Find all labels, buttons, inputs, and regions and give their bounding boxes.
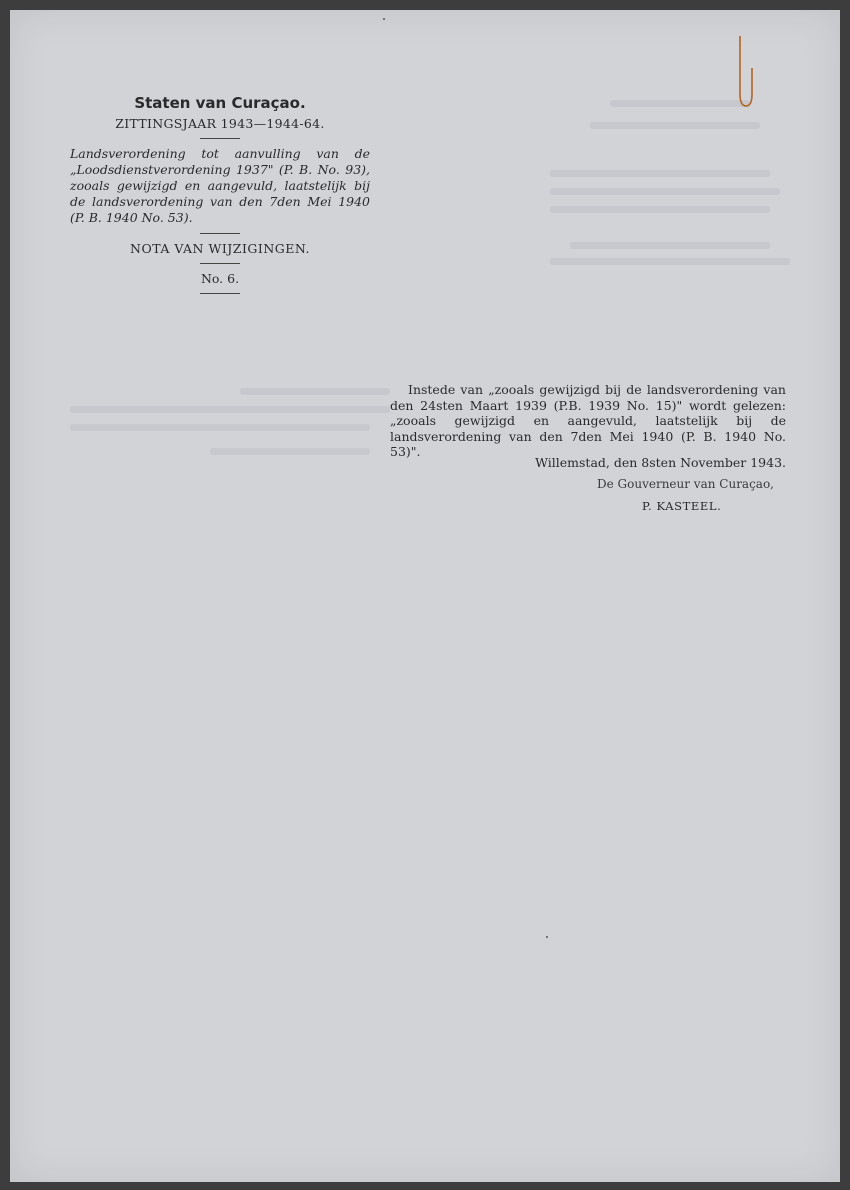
governor-title: De Gouverneur van Curaçao, bbox=[597, 477, 774, 491]
ordinance-subject: Landsverordening tot aanvulling van de „Loodsdienstverordening 1937" (P. B. No. 93), zooals gewijzigd en aangevuld, laatstelijk bij de landsverordening van den 7den Mei 1940 (P. B. 1940 No. 53). bbox=[70, 146, 370, 225]
show-through-line bbox=[550, 188, 780, 195]
document-header bbox=[70, 94, 370, 301]
show-through-line bbox=[570, 242, 770, 249]
show-through-line bbox=[70, 406, 390, 413]
document-title: Staten van Curaçao. bbox=[134, 94, 306, 112]
nota-heading: NOTA VAN WIJZIGINGEN. bbox=[130, 241, 310, 256]
divider bbox=[200, 293, 240, 294]
document-page bbox=[10, 10, 840, 1182]
place-date: Willemstad, den 8sten November 1943. bbox=[535, 455, 786, 470]
show-through-line bbox=[70, 424, 370, 431]
amendment-text: Instede van „zooals gewijzigd bij de landsverordening van den 24sten Maart 1939 (P.B. 1939 No. 15)" wordt gelezen: „zooals gewijzigd en aangevuld, laatstelijk bij de landsverordening van den 7den Mei 1940 (P. B. 1940 No. 53)". bbox=[390, 382, 786, 459]
divider bbox=[200, 263, 240, 264]
session-year: ZITTINGSJAAR 1943—1944-64. bbox=[115, 116, 325, 131]
document-number: No. 6. bbox=[200, 271, 240, 286]
divider bbox=[200, 138, 240, 139]
divider bbox=[200, 233, 240, 234]
show-through-line bbox=[240, 388, 390, 395]
show-through-line bbox=[590, 122, 760, 129]
show-through-line bbox=[610, 100, 750, 107]
signature: P. KASTEEL. bbox=[642, 499, 722, 513]
show-through-line bbox=[550, 258, 790, 265]
show-through-line bbox=[210, 448, 370, 455]
show-through-line bbox=[550, 170, 770, 177]
show-through-line bbox=[550, 206, 770, 213]
paper-speck bbox=[546, 936, 548, 938]
paperclip-icon bbox=[736, 32, 756, 112]
paper-speck bbox=[383, 18, 385, 20]
